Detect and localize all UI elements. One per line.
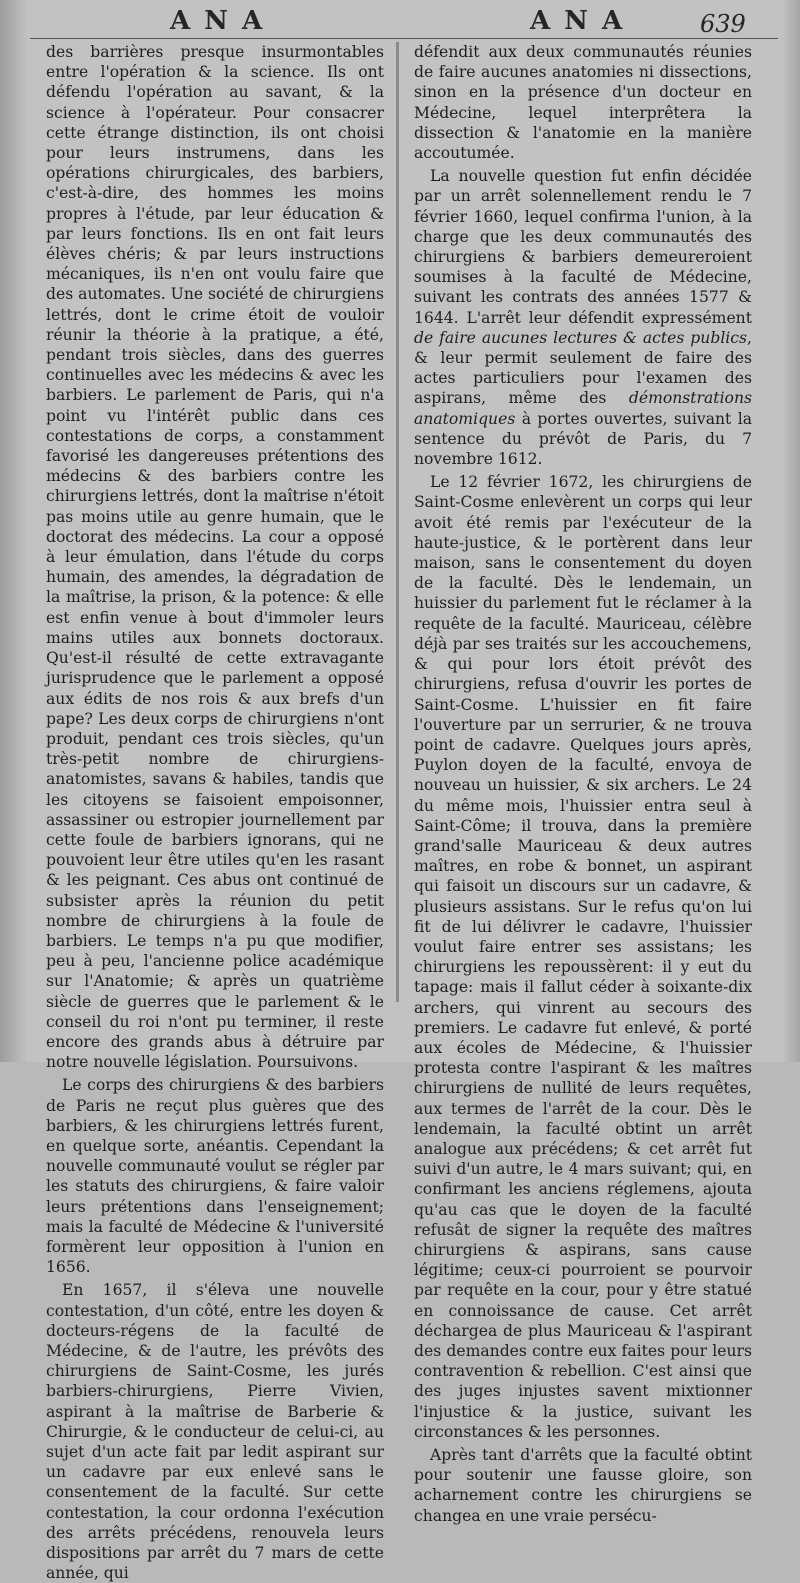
paragraph: En 1657, il s'éleva une nouvelle contestation, d'un côté, entre les doyen & docteurs-régens de la faculté de Médecine, & de l'autre, les prévôts des chirurgiens de Saint-Cosme, les jurés barbiers-chirurgiens, Pierre Vivien, aspirant à la maîtrise de Barberie & Chirurgie, & le conducteur de celui-ci, au sujet d'un acte fait par ledit aspirant sur un cadavre par eux enlevé sans le consentement de la faculté. Sur cette contestation, la cour ordonna l'exécution des arrêts précédens, renouvela leurs dispositions par arrêt du 7 mars de cette année, qui [46, 1281, 384, 1583]
text-run: , & leur permit seulement de faire des actes particuliers pour l'examen des aspirans, même des [414, 328, 752, 408]
paragraph [414, 166, 752, 469]
paragraph: Le corps des chirurgiens & des barbiers de Paris ne reçut plus guères que des barbiers, & les chirurgiens lettrés furent, en quelque sorte, anéantis. Cependant la nouvelle communauté voulut se régler par les statuts des chirurgiens, & faire valoir leurs prétentions dans l'enseignement; mais la faculté de Médecine & l'université formèrent leur opposition à l'union en 1656. [46, 1076, 384, 1277]
page-number: 639 [700, 10, 746, 38]
header-rule [30, 38, 778, 39]
left-column [46, 42, 384, 1583]
text-run: à portes ouvertes, suivant la sentence du prévôt de Paris, du 7 novembre 1612. [414, 409, 752, 469]
page-shadow-right [782, 0, 800, 1062]
page-shadow-left [0, 0, 28, 1062]
text-run: La nouvelle question fut enfin décidée par un arrêt solennellement rendu le 7 février 1660, lequel confirma l'union, à la charge que les deux communautés des chirurgiens & barbiers demeureroient soumises à la faculté de Médecine, suivant les contrats des années 1577 & 1644. L'arrêt leur défendit expressément [414, 167, 752, 327]
running-head-right: ANA [530, 6, 637, 36]
italic-phrase: démonstrations anatomiques [414, 389, 752, 428]
paragraph: Après tant d'arrêts que la faculté obtint pour soutenir une fausse gloire, son acharnement contre les chirurgiens se changea en une vraie persécu- [414, 1446, 752, 1525]
running-head [0, 6, 800, 40]
column-divider [396, 42, 399, 1002]
right-column [414, 42, 752, 1526]
running-head-left: ANA [170, 6, 277, 36]
paragraph: défendit aux deux communautés réunies de faire aucunes anatomies ni dissections, sinon en la présence d'un docteur en Médecine, lequel interprêtera la dissection & l'anatomie en la manière accoutumée. [414, 43, 752, 163]
paragraph: Le 12 février 1672, les chirurgiens de Saint-Cosme enlevèrent un corps qui leur avoit été remis par l'exécuteur de la haute-justice, & le portèrent dans leur maison, sans le consentement du doyen de la faculté. Dès le lendemain, un huissier du parlement fut le réclamer à la requête de la faculté. Mauriceau, célèbre déjà par ses traités sur les accouchemens, & qui pour lors étoit prévôt des chirurgiens, refusa d'ouvrir les portes de Saint-Cosme. L'huissier en fit faire l'ouverture par un serrurier, & ne trouva point de cadavre. Quelques jours après, Puylon doyen de la faculté, envoya de nouveau un huissier, & six archers. Le 24 du même mois, l'huissier entra seul à Saint-Côme; il trouva, dans la première grand'salle Mauriceau & deux autres maîtres, en robe & bonnet, un aspirant qui faisoit un discours sur un cadavre, & plusieurs assistans. Sur le refus qu'on lui fit de lui délivrer le cadavre, l'huissier voulut faire entrer ses assistans; les chirurgiens les repoussèrent: il y eut du tapage: mais il fallut céder à soixante-dix archers, qui vinrent au secours des premiers. Le cadavre fut enlevé, & porté aux écoles de Médecine, & l'huissier protesta contre l'aspirant & les maîtres chirurgiens de nullité de leurs requêtes, aux termes de l'arrêt de la cour. Dès le lendemain, la faculté obtint un arrêt analogue aux précédens; & cet arrêt fut suivi d'un autre, le 4 mars suivant; qui, en confirmant les anciens réglemens, ajouta qu'au cas que le doyen de la faculté refusât de signer la requête des maîtres chirurgiens & aspirans, sans cause légitime; ceux-ci pourroient se pourvoir par requête en la cour, pour y être statué en connoissance de cause. Cet arrêt déchargea de plus Mauriceau & l'aspirant des demandes contre eux faites pour leurs contravention & rebellion. C'est ainsi que des juges injustes savent mixtionner l'injustice & la justice, suivant les circonstances & les personnes. [414, 473, 752, 1441]
paragraph: des barrières presque insurmontables entre l'opération & la science. Ils ont défendu l'opération au savant, & la science à l'opérateur. Pour consacrer cette étrange distinction, ils ont choisi pour leurs instrumens, dans les opérations chirurgicales, des barbiers, c'est-à-dire, des hommes les moins propres à l'étude, par leur éducation & par leurs fonctions. Ils en ont fait leurs élèves chéris; & par leurs instructions mécaniques, ils n'en ont voulu faire que des automates. Une société de chirurgiens lettrés, dont le crime étoit de vouloir réunir la théorie à la pratique, a été, pendant trois siècles, dans des guerres continuelles avec les médecins & avec les barbiers. Le parlement de Paris, qui n'a point vu l'intérêt public dans ces contestations de corps, a constamment favorisé les dangereuses prétentions des médecins & des barbiers contre les chirurgiens lettrés, dont la maîtrise n'étoit pas moins utile au genre humain, que le doctorat des médecins. La cour a opposé à leur émulation, dans l'étude du corps humain, des amendes, la dégradation de la maîtrise, la prison, & la potence: & elle est enfin venue à bout d'immoler leurs mains utiles aux bonnets doctoraux. Qu'est-il résulté de cette extravagante jurisprudence que le parlement a opposé aux édits de nos rois & aux brefs d'un pape? Les deux corps de chirurgiens n'ont produit, pendant ces trois siècles, qu'un très-petit nombre de chirurgiens-anatomistes, savans & habiles, tandis que les citoyens se faisoient empoisonner, assassiner ou estropier journellement par cette foule de barbiers ignorans, qui ne pouvoient leur être utiles qu'en les rasant & les peignant. Ces abus ont continué de subsister après la réunion du petit nombre de chirurgiens à la foule de barbiers. Le temps n'a pu que modifier, peu à peu, l'ancienne police académique sur l'Anatomie; & après un quatrième siècle de guerres que le parlement & le conseil du roi n'ont pu terminer, il reste encore des grands abus à détruire par notre nouvelle législation. Poursuivons. [46, 43, 384, 1072]
italic-phrase: de faire aucunes lectures & actes publics [414, 328, 748, 347]
